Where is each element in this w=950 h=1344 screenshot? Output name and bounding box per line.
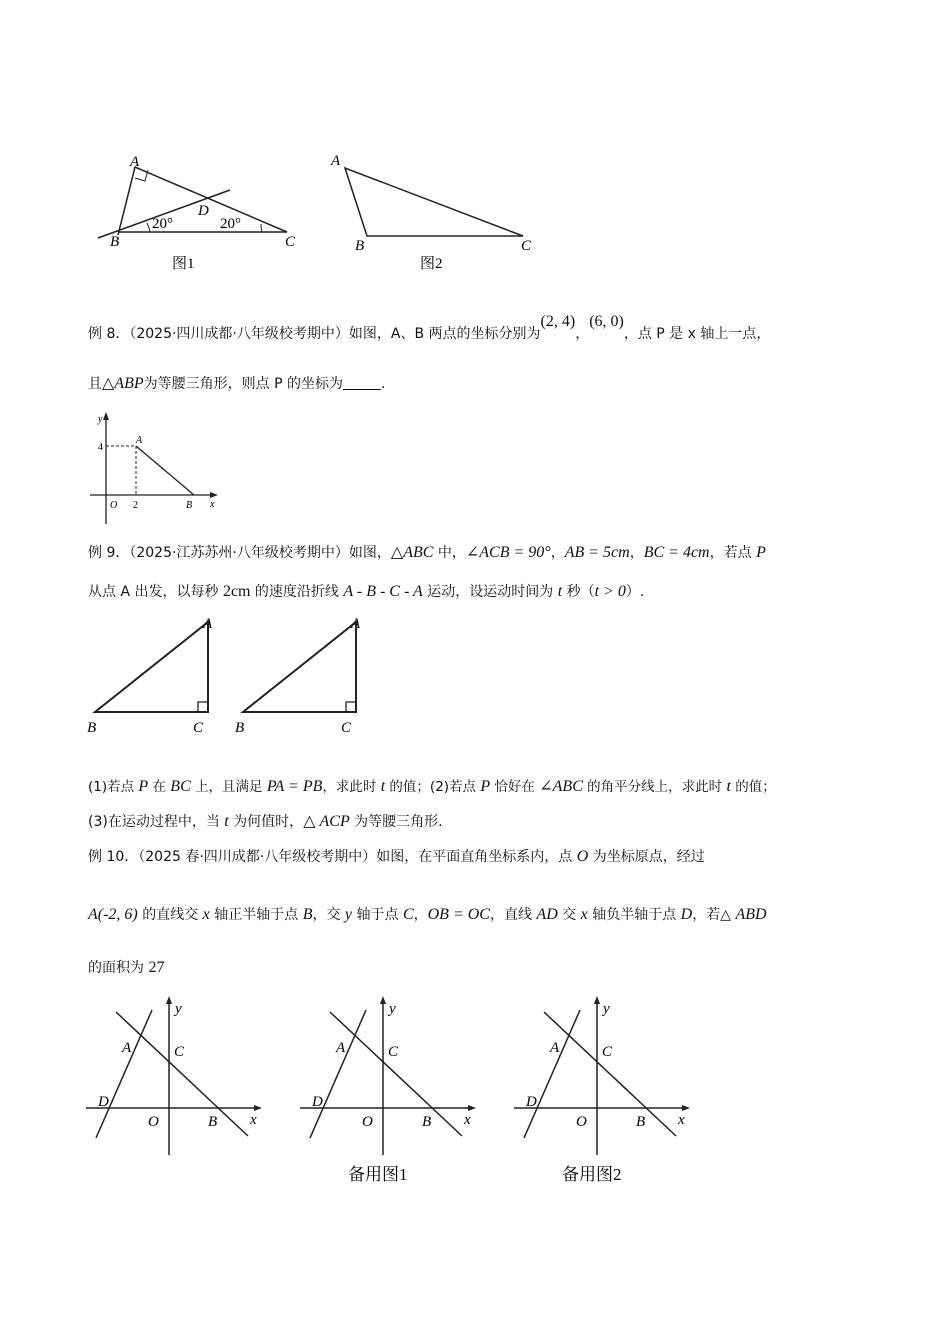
point-C-label: C	[388, 1044, 399, 1060]
ex9-question-3	[88, 812, 443, 832]
ex10-line3	[88, 958, 164, 978]
point-B-label: B	[422, 1114, 432, 1130]
coord-A: (2, 4)	[540, 313, 576, 330]
math-segment: △ ACP	[303, 813, 350, 830]
ex8-line1	[88, 313, 771, 344]
text-segment: 轴于点	[352, 907, 403, 923]
coord-B: (6, 0)	[589, 313, 624, 330]
origin-label: O	[362, 1114, 373, 1130]
point-D-label: D	[526, 1094, 537, 1110]
separator: ，	[575, 326, 590, 342]
point-B-label: B	[186, 500, 193, 511]
text-segment: 例 10．（2025 春·四川成都·八年级校考期中）如图，在平面直角坐标系内，点	[88, 849, 577, 865]
math-segment: x	[202, 906, 210, 923]
ex9-triangle-2	[233, 612, 373, 742]
text-segment: 的值；(2)若点	[385, 779, 481, 795]
math-segment: y	[344, 906, 353, 923]
text-segment: 例 9．（2025·江苏苏州·八年级校考期中）如图，	[88, 545, 391, 561]
math-segment: △ABC	[390, 544, 434, 561]
ex10-line2	[88, 905, 767, 925]
label-A: A	[130, 154, 140, 170]
math-segment: t	[557, 583, 563, 600]
math-segment: PA = PB	[266, 778, 323, 795]
text-segment: 的角平分线上，求此时	[582, 779, 727, 795]
text-segment: 的面积为	[88, 960, 149, 976]
origin-label: O	[110, 500, 118, 511]
text-segment: 恰好在	[490, 779, 540, 795]
math-segment: 27	[148, 959, 165, 976]
y-axis-label: y	[389, 1001, 396, 1017]
math-segment: AD	[536, 906, 558, 923]
ex8-text: ，点 P 是 x 轴上一点，	[623, 326, 771, 342]
ex8-text: 为等腰三角形，则点 P 的坐标为	[143, 376, 343, 392]
text-segment: ，若点	[709, 545, 757, 561]
math-segment: t > 0	[594, 583, 626, 600]
math-segment: x	[580, 906, 588, 923]
point-C-label: C	[174, 1044, 185, 1060]
y-axis-arrow	[594, 996, 600, 1004]
math-segment: B	[302, 906, 313, 923]
math-segment: t	[380, 778, 386, 795]
figure-2	[325, 150, 545, 275]
figure-caption: 备用图1	[348, 1165, 408, 1184]
origin-label: O	[148, 1114, 159, 1130]
label-D: D	[198, 203, 209, 219]
math-segment: ABD	[735, 906, 767, 923]
y-axis-label: y	[603, 1001, 610, 1017]
text-segment: ，交	[312, 907, 345, 923]
math-segment: t	[224, 813, 229, 830]
ex8-text: 例 8．（2025·四川成都·八年级校考期中）如图，A、B 两点的坐标分别为	[88, 326, 541, 342]
math-segment: D	[680, 906, 693, 923]
label-A: A	[203, 616, 213, 632]
math-segment: 2cm	[222, 583, 251, 600]
text-segment: (1)若点	[88, 779, 139, 795]
x-axis-label: x	[678, 1112, 685, 1128]
answer-blank	[343, 375, 381, 390]
label-B: B	[87, 720, 97, 736]
math-segment: BC	[170, 778, 191, 795]
math-segment: BC = 4cm	[643, 544, 710, 561]
math-segment: A - B - C - A	[343, 583, 423, 600]
x-axis-arrow	[254, 1105, 262, 1111]
point-A-label: A	[336, 1040, 346, 1056]
label-B: B	[355, 238, 365, 254]
text-segment: 从点 A 出发，以每秒	[88, 584, 223, 600]
x-axis-label: x	[210, 499, 215, 510]
point-A-label: A	[136, 435, 143, 446]
y-axis-label: y	[175, 1001, 182, 1017]
math-segment: P	[138, 778, 149, 795]
label-C: C	[285, 234, 296, 250]
text-segment: ，	[629, 545, 644, 561]
text-segment: 轴正半轴于点	[209, 907, 303, 923]
text-segment: ，直线	[489, 907, 537, 923]
line-AB	[116, 1012, 248, 1136]
figure-caption: 备用图2	[562, 1165, 622, 1184]
ex9-line2	[88, 582, 644, 602]
ex8-text: .	[380, 376, 386, 392]
line-AB	[330, 1012, 462, 1136]
y-axis-label: y	[98, 414, 103, 425]
point-C-label: C	[602, 1044, 613, 1060]
ex8-graph	[88, 410, 223, 530]
x-axis-label: x	[250, 1112, 257, 1128]
math-segment: A(-2, 6)	[88, 906, 138, 923]
angle-label: 20°	[152, 216, 173, 232]
ex10-line1	[88, 847, 705, 867]
text-segment: 交	[557, 907, 581, 923]
triangle-ABP: △ABP	[102, 375, 144, 392]
label-A: A	[351, 616, 361, 632]
text-segment: 为等腰三角形.	[349, 814, 443, 830]
figure-1	[90, 150, 310, 275]
label-C: C	[521, 238, 532, 254]
text-segment: ，若△	[692, 907, 736, 923]
line-AD	[524, 1010, 580, 1138]
ex9-question-1-2	[88, 777, 776, 797]
label-C: C	[193, 720, 204, 736]
label-B: B	[110, 234, 120, 250]
math-segment: ∠ABC	[539, 778, 583, 795]
ex10-graph-2	[296, 990, 496, 1190]
x-axis-label: x	[464, 1112, 471, 1128]
tick-2: 2	[133, 500, 138, 511]
text-segment: (3)在运动过程中，当	[88, 814, 225, 830]
ex8-line2	[88, 374, 385, 394]
text-segment: 为何值时，	[228, 814, 304, 830]
math-segment: t	[726, 778, 731, 795]
math-segment: P	[756, 544, 766, 561]
text-segment: 上，且满足	[190, 779, 267, 795]
text-segment: ）.	[625, 584, 645, 600]
ex9-triangle-1	[85, 612, 225, 742]
text-segment: 在	[148, 779, 171, 795]
y-axis-arrow	[380, 996, 386, 1004]
figure-caption: 图2	[420, 256, 443, 272]
ex10-graph-1	[82, 990, 282, 1190]
math-segment: AB = 5cm	[564, 544, 630, 561]
ex8-text: 且	[88, 376, 102, 392]
text-segment: ，	[550, 545, 565, 561]
text-segment: 运动，设运动时间为	[422, 584, 558, 600]
math-segment: ∠ACB = 90°	[465, 544, 551, 561]
point-A-label: A	[122, 1040, 132, 1056]
text-segment: ，求此时	[322, 779, 381, 795]
x-axis-arrow	[682, 1105, 690, 1111]
ex9-line1	[88, 543, 766, 563]
text-segment: 中，	[433, 545, 466, 561]
x-axis-arrow	[468, 1105, 476, 1111]
math-segment: OB = OC	[427, 906, 490, 923]
text-segment: 的直线交	[137, 907, 203, 923]
figure-caption: 图1	[172, 256, 195, 272]
math-segment: P	[480, 778, 491, 795]
math-segment: O	[576, 848, 589, 865]
point-B-label: B	[636, 1114, 646, 1130]
label-C: C	[341, 720, 352, 736]
tick-4: 4	[98, 442, 103, 453]
line-AD	[310, 1010, 366, 1138]
angle-label: 20°	[220, 216, 241, 232]
y-axis-arrow	[166, 996, 172, 1004]
text-segment: 的速度沿折线	[250, 584, 344, 600]
math-segment: C	[402, 906, 414, 923]
label-A: A	[331, 153, 341, 169]
line-AB	[544, 1012, 676, 1136]
ex10-graph-3	[510, 990, 710, 1190]
text-segment: 秒（	[562, 584, 595, 600]
text-segment: ，	[413, 907, 428, 923]
point-A-label: A	[550, 1040, 560, 1056]
point-B-label: B	[208, 1114, 218, 1130]
text-segment: 的值；	[730, 779, 776, 795]
label-B: B	[235, 720, 245, 736]
text-segment: 轴负半轴于点	[587, 907, 681, 923]
point-D-label: D	[98, 1094, 109, 1110]
point-D-label: D	[312, 1094, 323, 1110]
origin-label: O	[576, 1114, 587, 1130]
line-AD	[96, 1010, 152, 1138]
text-segment: 为坐标原点，经过	[588, 849, 705, 865]
